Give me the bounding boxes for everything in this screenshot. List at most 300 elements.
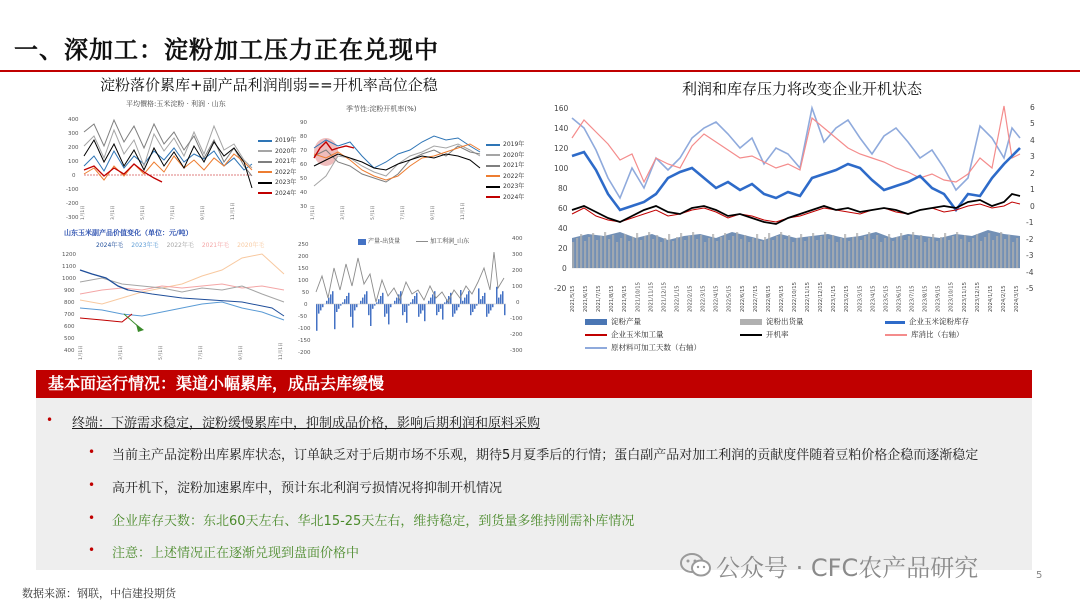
svg-text:3月1日: 3月1日 [119,345,124,360]
shipment-bar [780,232,782,268]
shipment-bar [584,241,586,268]
output-bar [386,304,388,314]
legend-item: 2021年 [258,157,296,168]
legend-item: 2023年 [258,178,296,189]
shipment-bar [748,242,750,268]
shipment-bar [784,239,786,268]
x-tick-label: 2021/11/15 [648,282,655,312]
output-bar [452,304,454,317]
legend-item: 淀粉产量 [585,316,641,327]
shipment-bar [940,237,942,268]
shipment-bar [772,240,774,268]
output-bar [318,304,320,314]
output-bar [390,304,392,307]
x-tick-label: 2023/8/15 [922,285,929,312]
legend-arrow-swatch [885,321,905,324]
shipment-bar [624,234,626,268]
y-tick: 800 [64,300,75,306]
y-tick: 80 [300,134,307,140]
output-bar [378,299,380,304]
y-tick: 40 [558,224,568,233]
shipment-bar [676,237,678,268]
output-bar [354,304,356,310]
series-line-2024 [80,270,128,290]
x-tick-label: 2021/9/15 [622,285,629,312]
output-bar [474,304,476,309]
shipment-bar [608,239,610,268]
y-tick: -200 [298,350,311,356]
shipment-bar [1000,232,1002,268]
svg-text:1月1日: 1月1日 [81,205,86,220]
bullet-line-2: 当前主产品淀粉出库累库状态，订单缺乏对于后期市场不乐观，期待5月夏季后的行情；蛋白副产品对加工利润的贡献度伴随着豆粕价格企稳而逐渐稳定 [112,448,979,463]
shipment-bar [948,240,950,268]
output-bar [440,304,442,309]
y-tick: 40 [300,190,307,196]
svg-text:9月1日: 9月1日 [201,205,206,220]
svg-text:1月1日: 1月1日 [311,205,316,220]
stock-ratio-line [572,106,1020,182]
output-bar [478,288,480,304]
page-number: 5 [1036,570,1043,581]
y-tick: 700 [64,312,75,318]
bullet-marker: • [88,543,96,557]
svg-text:3月1日: 3月1日 [341,205,346,220]
y-tick-right: 100 [512,284,523,290]
shipment-bar [920,235,922,268]
shipment-bar [860,240,862,268]
output-bar [338,304,340,309]
shipment-bar [876,235,878,268]
y-tick: 0 [562,264,567,273]
shipment-bar [756,234,758,268]
shipment-bar [612,235,614,268]
shipment-bar [648,232,650,268]
legend-swatch [585,319,607,325]
output-bar [412,299,414,304]
processing-profit-line [316,252,504,302]
y-tick-right: 3 [1030,152,1035,161]
legend-item: 2021年毛 [201,242,230,249]
bullet-marker: • [46,413,54,427]
y-tick: 200 [68,145,79,151]
y-tick: 400 [68,117,79,123]
x-tick-label: 2022/5/15 [726,285,733,312]
left-heading: 淀粉落价累库+副产品利润削弱==开机率高位企稳 [100,76,438,94]
shipment-bar [800,234,802,268]
shipment-bar [1004,239,1006,268]
shipment-bar [592,233,594,268]
shipment-bar [776,236,778,268]
shipment-bar [832,235,834,268]
shipment-bar [652,239,654,268]
shipment-bar [752,238,754,268]
shipment-bar [644,236,646,268]
svg-text:7月1日: 7月1日 [171,205,176,220]
y-tick: 1000 [62,276,76,282]
shipment-bar [768,233,770,268]
shipment-bar [996,236,998,268]
output-bar [352,304,354,328]
shipment-bar [620,238,622,268]
series-line-2023-alt [80,314,132,322]
output-bar [328,298,330,304]
shipment-bar [712,234,714,268]
output-bar [348,293,350,304]
title-underline [0,70,1080,72]
svg-text:1月1日: 1月1日 [79,345,84,360]
data-source: 数据来源：钢联，中信建投期货 [22,587,176,600]
output-minus-shipment-bars [316,287,506,331]
output-bar [438,304,440,312]
output-bar [346,296,348,304]
output-bar [492,304,494,307]
y-tick-right: -1 [1026,218,1034,227]
y-tick: 80 [558,184,568,193]
y-tick: -50 [298,314,307,320]
legend-swatch [486,175,500,177]
shipment-bar [684,240,686,268]
shipment-bar [820,236,822,268]
shipment-bar [580,234,582,268]
shipment-bar [972,238,974,268]
output-bar [418,304,420,317]
shipment-bar [960,239,962,268]
output-profit-chart [298,228,530,362]
legend-item: 淀粉出货量 [740,316,804,327]
bullet-line-4: 企业库存天数：东北60天左右、华北15-25天左右，维持稳定，到货量多维持刚需补库情况 [112,514,635,529]
shipment-bar [628,241,630,268]
output-bar [332,291,334,304]
bullet-line-1: 终端：下游需求稳定，淀粉缓慢累库中，抑制成品价格，影响后期利润和原料采购 [72,416,541,431]
x-tick-label: 2022/7/15 [752,285,759,312]
x-tick-label: 2022/9/15 [778,285,785,312]
shipment-bar [916,239,918,268]
shipment-bar [976,234,978,268]
y-tick: 400 [64,348,75,354]
shipment-bar [792,242,794,268]
y-tick: 300 [68,131,79,137]
shipment-bar [740,239,742,268]
y-tick: -150 [298,338,311,344]
x-tick-label: 2023/4/15 [870,285,877,312]
shipment-bar [896,237,898,268]
y-tick-right: 2 [1030,169,1035,178]
legend-swatch [258,182,272,184]
shipment-bar [720,237,722,268]
legend-swatch [740,334,762,337]
output-bar [462,301,464,304]
shipment-bar [840,238,842,268]
output-bar [330,294,332,304]
legend-swatch [258,150,272,152]
x-tick-label: 2021/5/15 [570,285,576,312]
shipment-bar [796,238,798,268]
output-bar [496,287,498,304]
output-bar [482,296,484,304]
output-bar [484,293,486,304]
y-tick-right: 6 [1030,103,1035,112]
legend-item: 2022年 [486,172,524,183]
y-tick: -100 [66,187,79,193]
output-bar [472,304,474,312]
legend-item: 库消比（右轴） [885,329,964,340]
y-tick: 100 [554,164,569,173]
output-bar [356,304,358,307]
y-tick-right: 300 [512,252,523,258]
svg-text:9月1日: 9月1日 [239,345,244,360]
output-bar [322,304,324,307]
operating-rate-seasonal-chart [298,96,530,226]
legend-swatch [585,347,607,349]
svg-text:11月1日: 11月1日 [231,202,236,220]
shipment-bar [576,238,578,268]
shipment-bar [980,241,982,268]
legend-item: 2022年 [258,168,296,179]
shipment-bar [880,242,882,268]
y-tick: 0 [304,302,308,308]
shipment-bar [716,241,718,268]
legend-item: 2022年毛 [166,242,194,249]
shipment-bar [600,236,602,268]
y-tick: 90 [300,120,307,126]
x-tick-label: 2023/12/15 [974,282,981,312]
shipment-bar [664,238,666,268]
x-tick-label: 2023/5/15 [883,285,890,312]
shipment-bar [788,235,790,268]
legend-item: 开机率 [740,329,789,340]
output-bar [424,304,426,321]
legend-item: 加工利润_山东 [416,238,477,245]
shipment-bar [764,237,766,268]
shipment-bar [672,241,674,268]
legend-item: 2019年 [258,136,296,147]
svg-text:5月1日: 5月1日 [141,205,146,220]
y-tick-right: -5 [1026,284,1034,293]
shipment-bar [572,242,574,268]
shipment-bar [852,237,854,268]
output-bar [430,298,432,304]
y-tick: -200 [66,201,79,207]
shipment-bar [692,232,694,268]
x-tick-label: 2021/8/15 [609,285,616,312]
shipment-bar [812,233,814,268]
output-bar [480,299,482,304]
y-tick-right: -2 [1026,235,1034,244]
shipment-bar [828,239,830,268]
x-tick-label: 2022/1/15 [674,285,681,312]
y-tick: -100 [298,326,311,332]
bullet-line-3: 高开机下，淀粉加速累库中，预计东北利润亏损情况将抑制开机情况 [112,481,503,496]
bullet-marker: • [88,511,96,525]
legend-item: 2024年毛 [96,242,124,249]
y-tick: 600 [64,324,75,330]
output-bar [414,296,416,304]
svg-text:3月1日: 3月1日 [111,205,116,220]
chart-title: 季节性:淀粉开机率(%) [346,105,417,113]
y-tick: 100 [68,159,79,165]
y-tick-right: -4 [1026,268,1034,277]
legend-swatch [258,161,272,163]
x-tick-label: 2022/8/15 [765,285,772,312]
shipment-bar [808,237,810,268]
shipment-bar [688,236,690,268]
x-tick-label: 2021/7/15 [596,285,603,312]
x-tick-label: 2022/6/15 [739,285,746,312]
shipment-bar [728,240,730,268]
shipment-bar [596,240,598,268]
shipment-bar [888,234,890,268]
x-tick-label: 2023/1/15 [831,285,838,312]
section-banner: 基本面运行情况：渠道小幅累库，成品去库缓慢 [36,370,1032,398]
legend-item: 2024年 [486,193,524,204]
legend-item: 2021年 [486,161,524,172]
y-tick: 250 [298,242,309,248]
output-bar [456,304,458,310]
y-tick: 150 [298,266,309,272]
shipment-bar [804,241,806,268]
shipment-bar [936,241,938,268]
y-tick-right: 400 [512,236,523,242]
output-bar [498,298,500,304]
y-tick-right: 0 [516,300,520,306]
legend-item: 企业玉米淀粉库存 [885,316,969,327]
shipment-bar [708,238,710,268]
x-tick-label: 2024/2/15 [1000,285,1007,312]
y-tick: 500 [64,336,75,342]
legend-swatch [486,165,500,167]
shipment-bar [984,237,986,268]
output-bar [320,304,322,310]
x-tick-label: 2024/3/15 [1014,285,1020,312]
output-bar [466,294,468,304]
output-bar [470,304,472,315]
legend-item: 原材料可加工天数（右轴） [585,342,701,353]
output-bar [436,304,438,315]
output-bar [402,304,404,315]
shipment-bar [900,233,902,268]
output-bar [468,291,470,304]
output-bar [368,304,370,315]
legend [486,140,524,203]
output-bar [360,301,362,304]
shipment-bar [656,235,658,268]
y-tick: 0 [72,173,76,179]
y-tick: 20 [558,244,568,253]
y-tick-right: -100 [510,316,523,322]
profit-inventory-plot [548,98,1048,314]
y-tick-right: 0 [1030,202,1035,211]
y-tick: 160 [554,104,569,113]
shipment-bar [884,238,886,268]
output-bar [422,304,424,310]
legend-item: 2020年毛 [237,242,265,249]
legend-item: 2019年 [486,140,524,151]
operating-rate-line [572,194,1020,224]
output-bar [372,304,374,309]
y-tick: 60 [300,162,307,168]
shipment-bar [724,233,726,268]
output-bar [504,304,506,315]
x-axis-labels [570,282,1020,312]
x-tick-label: 2023/7/15 [909,285,916,312]
legend-swatch [486,144,500,146]
x-tick-label: 2024/1/15 [987,285,994,312]
x-tick-label: 2023/3/15 [857,285,864,312]
x-tick-label: 2021/6/15 [583,285,590,312]
x-tick-label: 2023/6/15 [896,285,903,312]
y-tick: 30 [300,204,307,210]
shipment-bar [588,237,590,268]
svg-text:11月1日: 11月1日 [279,342,284,360]
svg-text:9月1日: 9月1日 [431,205,436,220]
output-bar [388,304,390,324]
output-bar [316,304,318,331]
x-tick-label: 2023/9/15 [935,285,942,312]
shipment-bar [944,233,946,268]
shipment-bar [816,240,818,268]
shipment-bar [924,242,926,268]
legend-swatch [885,334,907,336]
profit-inventory-chart [548,98,1048,314]
y-tick: 50 [302,290,309,296]
y-tick: -20 [554,284,567,293]
shipment-bar [912,232,914,268]
output-bar [488,304,490,314]
output-bar [394,301,396,304]
legend-item: 产量-出货量 [358,238,408,245]
output-bar [428,301,430,304]
output-bar [500,294,502,304]
shipment-bar [952,236,954,268]
output-bar [502,291,504,304]
legend-swatch [486,154,500,156]
legend-item: 2020年 [258,147,296,158]
shipment-bar [736,232,738,268]
legend-item: 2024年 [258,189,296,200]
y-tick: 900 [64,288,75,294]
output-bar [326,301,328,304]
y-tick: 1200 [62,252,76,258]
page-title: 一、深加工：淀粉加工压力正在兑现中 [14,36,439,64]
wechat-icon [680,551,712,579]
output-bar [432,294,434,304]
output-bar [420,304,422,314]
output-bar [370,304,372,326]
legend-item: 企业玉米加工量 [585,329,664,340]
x-tick-label: 2022/2/15 [687,285,694,312]
y-tick: 100 [298,278,309,284]
shipment-bar [704,242,706,268]
legend-swatch [258,192,272,194]
legend-item: 2020年 [486,151,524,162]
y-tick-right: 5 [1030,119,1035,128]
output-bar [464,298,466,304]
legend-swatch [258,140,272,142]
svg-text:7月1日: 7月1日 [401,205,406,220]
shipment-bar [932,234,934,268]
x-tick-label: 2023/10/15 [948,282,955,312]
svg-text:5月1日: 5月1日 [159,345,164,360]
shipment-bar [744,235,746,268]
shipment-bar [908,236,910,268]
shipment-bar [680,233,682,268]
output-bar [406,304,408,323]
x-tick-label: 2023/2/15 [844,285,851,312]
x-tick-label: 2021/12/15 [661,282,668,312]
raw-material-days-line [572,108,1020,198]
output-bar [382,293,384,304]
output-bar [364,294,366,304]
